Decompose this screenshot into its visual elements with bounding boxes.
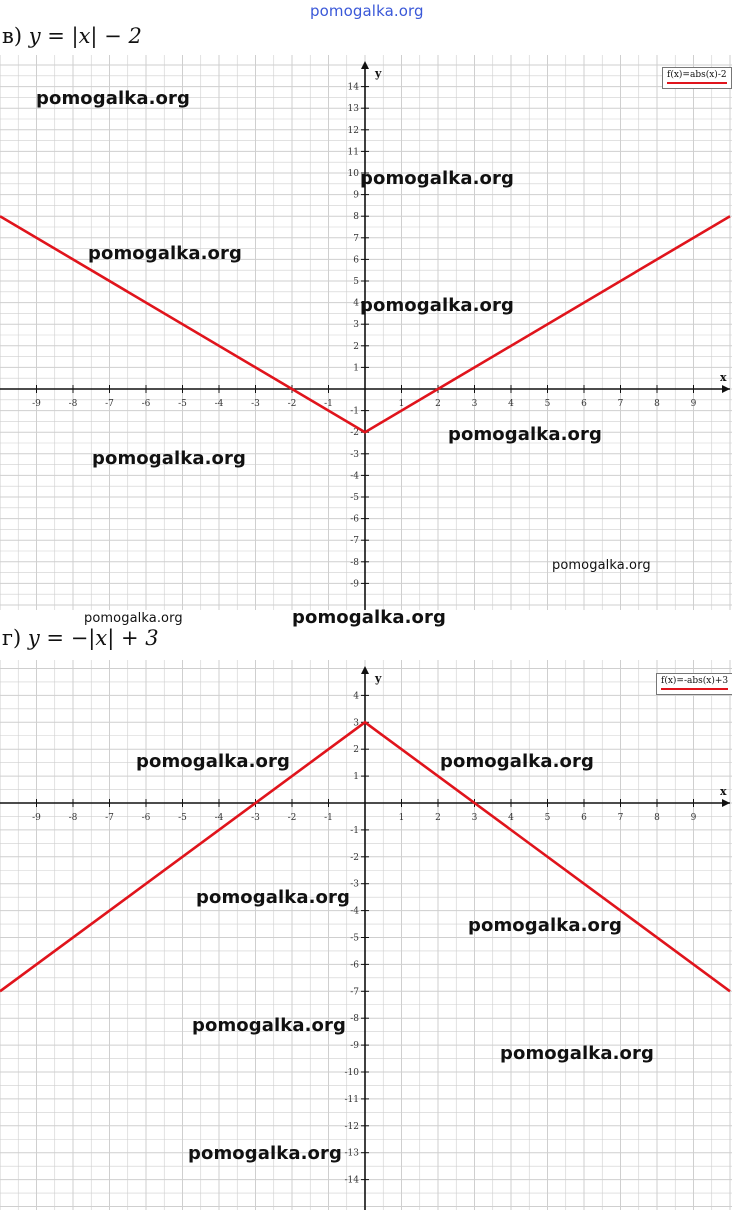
chart-g-y-tick-label: 3 bbox=[353, 718, 359, 729]
chart-g-x-tick-label: 9 bbox=[690, 813, 697, 823]
chart-v-y-tick-label: -6 bbox=[350, 514, 359, 525]
chart-g-y-tick-label: -10 bbox=[344, 1068, 359, 1078]
watermark: pomogalka.org bbox=[88, 243, 242, 264]
chart-g-x-tick-label: -9 bbox=[32, 813, 41, 823]
chart-v-y-tick-label: -4 bbox=[350, 471, 359, 482]
chart-v-x-tick-label: 1 bbox=[398, 399, 405, 409]
chart-g-x-tick-label: 3 bbox=[471, 813, 478, 823]
chart-g-x-axis-arrow bbox=[722, 799, 730, 807]
section-v-label: в) bbox=[2, 24, 23, 48]
section-v-equation: y = |x| − 2 bbox=[28, 24, 142, 48]
chart-v-x-tick-label: 9 bbox=[690, 399, 697, 409]
chart-v-y-tick-label: 5 bbox=[353, 277, 359, 287]
chart-v-y-tick-label: -8 bbox=[350, 557, 359, 568]
chart-v-y-tick-label: 10 bbox=[347, 169, 359, 179]
chart-v-x-axis-label: x bbox=[720, 371, 727, 384]
chart-g-legend bbox=[656, 673, 732, 695]
watermark: pomogalka.org bbox=[188, 1143, 342, 1164]
chart-v-y-tick-label: 3 bbox=[353, 320, 359, 331]
chart-g-x-tick-label: 8 bbox=[654, 813, 660, 823]
chart-v-x-tick-label: -9 bbox=[32, 399, 41, 409]
chart-v-container bbox=[0, 55, 732, 610]
chart-g-x-tick-label: -5 bbox=[178, 813, 187, 823]
chart-v-y-tick-label: -2 bbox=[350, 428, 359, 439]
chart-g-x-tick-label: 4 bbox=[508, 813, 514, 823]
chart-g-x-tick-label: -3 bbox=[251, 813, 260, 823]
watermark: pomogalka.org bbox=[292, 607, 446, 628]
chart-g-y-tick-label: -14 bbox=[344, 1175, 359, 1186]
chart-v-y-axis-label: y bbox=[375, 67, 382, 80]
chart-g-legend-swatch bbox=[661, 688, 728, 690]
chart-g bbox=[0, 660, 732, 1210]
chart-v-x-tick-label: 3 bbox=[471, 399, 478, 409]
watermark: pomogalka.org bbox=[136, 751, 290, 772]
watermark: pomogalka.org bbox=[92, 448, 246, 469]
chart-g-x-tick-label: -8 bbox=[68, 813, 78, 823]
chart-v-x-tick-label: -7 bbox=[105, 399, 114, 409]
chart-v-y-tick-label: 9 bbox=[353, 190, 359, 201]
chart-v-x-axis-arrow bbox=[722, 385, 730, 393]
watermark-top: pomogalka.org bbox=[310, 2, 424, 20]
chart-v-y-tick-label: 7 bbox=[353, 233, 359, 244]
watermark: pomogalka.org bbox=[440, 751, 594, 772]
chart-g-y-tick-label: -12 bbox=[344, 1121, 359, 1132]
chart-v-y-tick-label: 14 bbox=[347, 82, 359, 93]
chart-v-y-tick-label: 11 bbox=[347, 147, 359, 158]
chart-g-x-tick-label: -1 bbox=[324, 813, 333, 823]
section-g-heading bbox=[2, 626, 159, 650]
chart-v-x-tick-label: 7 bbox=[617, 399, 624, 409]
chart-v-x-tick-label: 6 bbox=[581, 399, 587, 409]
chart-g-x-axis-label: x bbox=[720, 785, 727, 798]
chart-v-x-tick-label: -2 bbox=[287, 399, 297, 409]
chart-g-x-tick-label: 6 bbox=[581, 813, 587, 823]
chart-v-y-tick-label: 4 bbox=[353, 298, 359, 309]
section-v-heading bbox=[2, 24, 142, 48]
chart-g-y-tick-label: -6 bbox=[350, 960, 359, 971]
chart-v-y-tick-label: 8 bbox=[353, 212, 359, 223]
chart-g-x-tick-label: 2 bbox=[435, 813, 441, 823]
chart-v-y-tick-label: 13 bbox=[347, 104, 359, 115]
chart-g-y-tick-label: -13 bbox=[344, 1148, 359, 1159]
chart-v-x-tick-label: -4 bbox=[214, 399, 224, 409]
chart-g-x-tick-label: 1 bbox=[398, 813, 405, 823]
watermark: pomogalka.org bbox=[196, 887, 350, 908]
chart-g-x-tick-label: -2 bbox=[287, 813, 297, 823]
chart-g-container bbox=[0, 660, 732, 1210]
chart-v-x-tick-label: 8 bbox=[654, 399, 660, 409]
chart-v-y-tick-label: -3 bbox=[350, 449, 359, 460]
watermark: pomogalka.org bbox=[500, 1043, 654, 1064]
section-g-equation: y = −|x| + 3 bbox=[27, 626, 159, 650]
watermark: pomogalka.org bbox=[360, 168, 514, 189]
chart-g-y-tick-label: -2 bbox=[350, 852, 359, 863]
watermark: pomogalka.org bbox=[360, 295, 514, 316]
watermark: pomogalka.org bbox=[36, 88, 190, 109]
watermark: pomogalka.org bbox=[448, 424, 602, 445]
chart-v-y-tick-label: 12 bbox=[347, 125, 359, 136]
chart-g-y-tick-label: -7 bbox=[350, 987, 359, 998]
chart-g-grid bbox=[0, 660, 732, 1210]
chart-g-x-tick-label: -4 bbox=[214, 813, 224, 823]
chart-v-x-tick-label: 5 bbox=[544, 399, 551, 409]
chart-v-x-tick-label: -6 bbox=[141, 399, 151, 409]
chart-g-x-tick-label: -7 bbox=[105, 813, 114, 823]
watermark: pomogalka.org bbox=[552, 558, 651, 573]
chart-g-x-tick-label: 7 bbox=[617, 813, 624, 823]
chart-v-legend bbox=[662, 67, 732, 89]
chart-v-y-tick-label: 1 bbox=[353, 363, 359, 374]
chart-v-x-tick-label: -1 bbox=[324, 399, 333, 409]
chart-g-y-tick-label: 2 bbox=[353, 745, 359, 756]
chart-v-y-tick-label: 2 bbox=[353, 341, 359, 352]
chart-v bbox=[0, 55, 732, 610]
chart-v-grid bbox=[0, 55, 732, 610]
chart-v-y-tick-label: -1 bbox=[350, 406, 359, 417]
chart-g-y-tick-label: -9 bbox=[350, 1041, 359, 1052]
chart-g-y-tick-label: -5 bbox=[350, 933, 359, 944]
watermark: pomogalka.org bbox=[468, 915, 622, 936]
chart-v-legend-label: f(x)=abs(x)-2 bbox=[667, 70, 727, 80]
chart-g-y-tick-label: -11 bbox=[344, 1094, 359, 1105]
chart-g-y-tick-label: -4 bbox=[350, 906, 359, 917]
chart-g-y-tick-label: 4 bbox=[353, 691, 359, 702]
chart-g-x-tick-label: -6 bbox=[141, 813, 151, 823]
chart-g-y-tick-label: -1 bbox=[350, 825, 359, 836]
chart-g-y-tick-label: -3 bbox=[350, 879, 359, 890]
watermark: pomogalka.org bbox=[84, 611, 183, 626]
chart-v-x-tick-label: -3 bbox=[251, 399, 260, 409]
chart-g-y-tick-label: -8 bbox=[350, 1014, 359, 1025]
chart-v-x-tick-label: -8 bbox=[68, 399, 78, 409]
chart-v-y-tick-label: -5 bbox=[350, 493, 359, 503]
section-g-label: г) bbox=[2, 626, 22, 650]
chart-v-x-tick-label: 2 bbox=[435, 399, 441, 409]
chart-g-y-axis-label: y bbox=[375, 672, 382, 685]
watermark: pomogalka.org bbox=[192, 1015, 346, 1036]
chart-v-y-tick-label: 6 bbox=[353, 255, 359, 266]
chart-v-x-tick-label: 4 bbox=[508, 399, 514, 409]
chart-v-y-tick-label: -7 bbox=[350, 536, 359, 547]
chart-v-legend-swatch bbox=[667, 82, 727, 84]
chart-g-x-tick-label: 5 bbox=[544, 813, 551, 823]
chart-v-y-tick-label: -9 bbox=[350, 579, 359, 590]
chart-g-y-tick-label: 1 bbox=[353, 772, 359, 783]
chart-g-y-axis-arrow bbox=[361, 666, 369, 674]
chart-v-x-tick-label: -5 bbox=[178, 399, 187, 409]
chart-g-legend-label: f(x)=-abs(x)+3 bbox=[661, 676, 729, 686]
